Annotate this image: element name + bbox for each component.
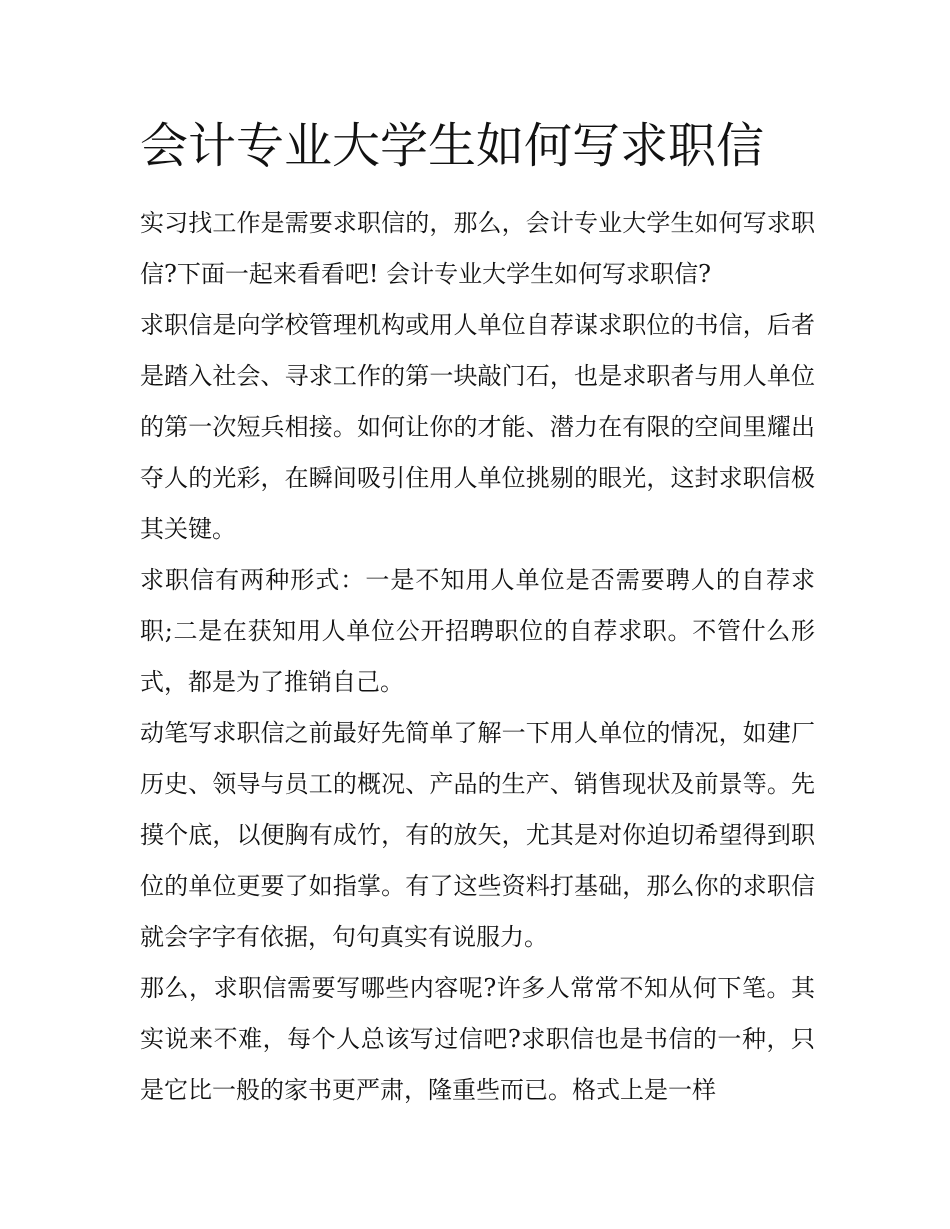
- document-body: [140, 198, 815, 1116]
- paragraph-content: 那么，求职信需要写哪些内容呢?许多人常常不知从何下笔。其实说来不难，每个人总该写过信吧?求职信也是书信的一种，只是它比一般的家书更严肃，隆重些而已。格式上是一样: [140, 974, 815, 1104]
- paragraph-preparation: 动笔写求职信之前最好先简单了解一下用人单位的情况，如建厂历史、领导与员工的概况、产品的生产、销售现状及前景等。先摸个底，以便胸有成竹，有的放矢，尤其是对你迫切希望得到职位的单位更要了如指掌。有了这些资料打基础，那么你的求职信就会字字有依据，句句真实有说服力。: [140, 719, 815, 951]
- paragraph-intro: 实习找工作是需要求职信的，那么，会计专业大学生如何写求职信?下面一起来看看吧! 会计专业大学生如何写求职信?: [140, 209, 815, 288]
- paragraph-forms: 求职信有两种形式：一是不知用人单位是否需要聘人的自荐求职;二是在获知用人单位公开招聘职位的自荐求职。不管什么形式，都是为了推销自己。: [140, 566, 815, 696]
- paragraph-definition: 求职信是向学校管理机构或用人单位自荐谋求职位的书信，后者是踏入社会、寻求工作的第一块敲门石，也是求职者与用人单位的第一次短兵相接。如何让你的才能、潜力在有限的空间里耀出夺人的光彩，在瞬间吸引住用人单位挑剔的眼光，这封求职信极其关键。: [140, 311, 815, 543]
- document-title: 会计专业大学生如何写求职信: [140, 118, 765, 174]
